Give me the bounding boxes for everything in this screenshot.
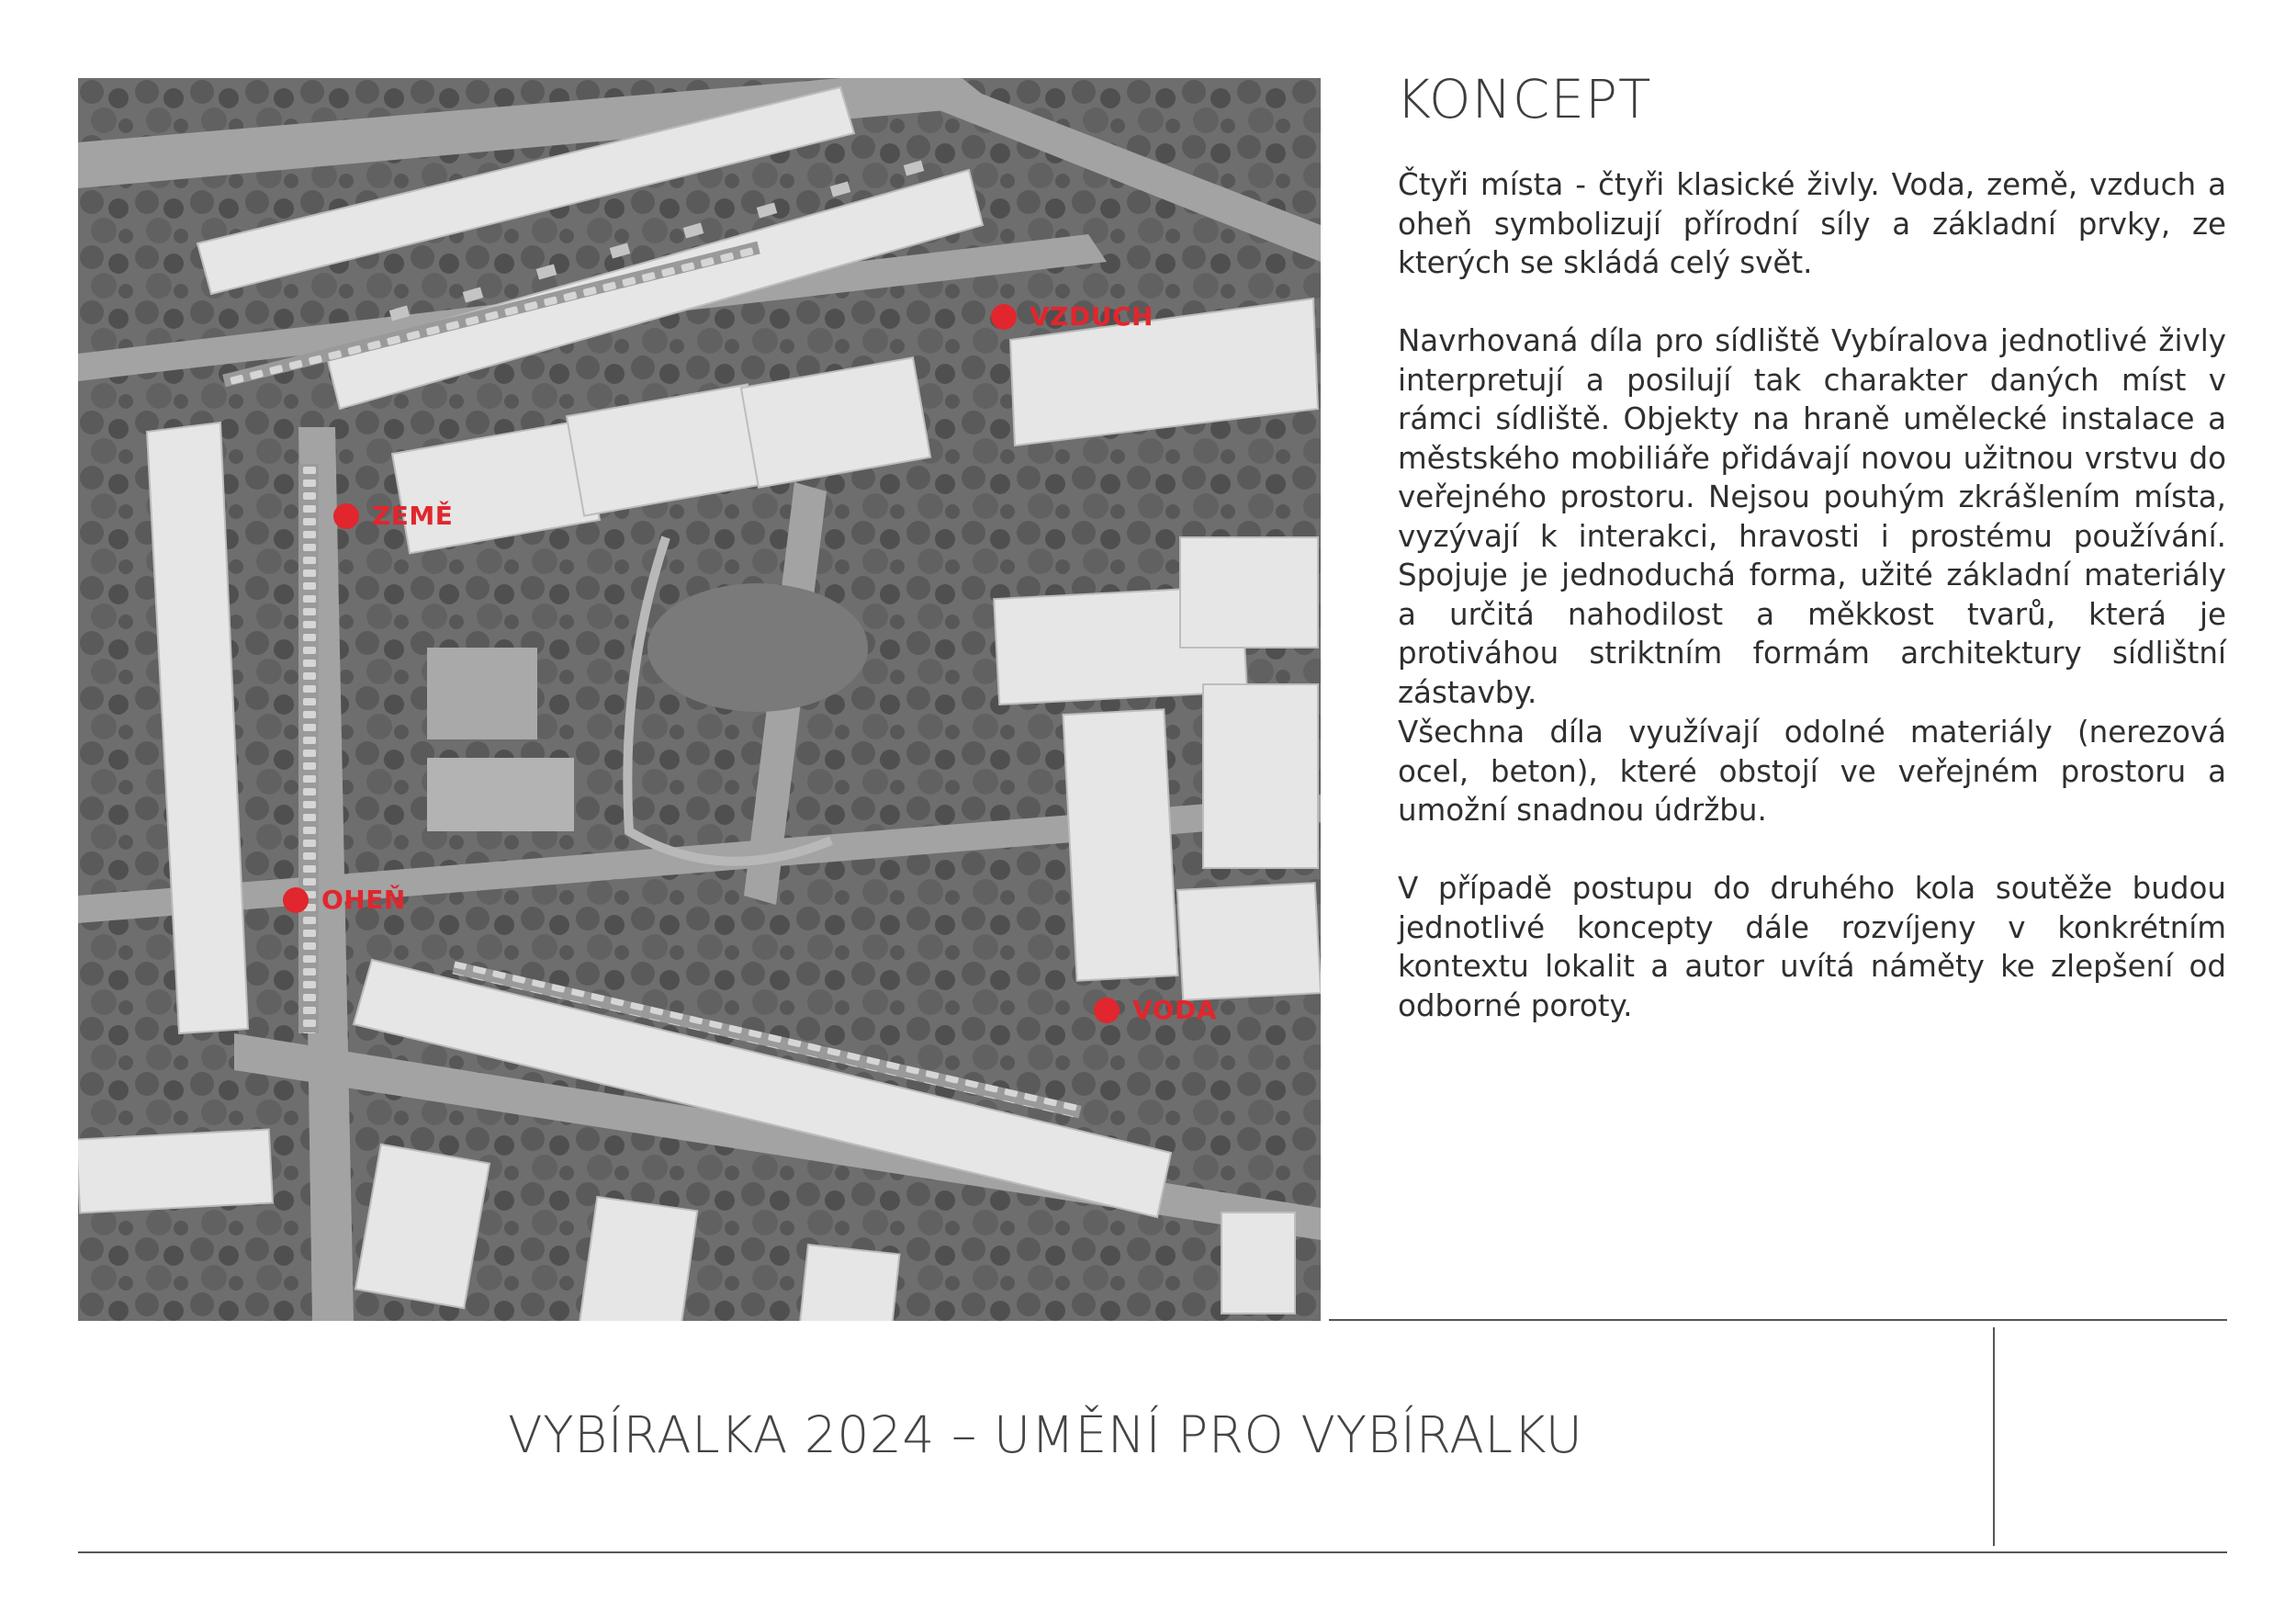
divider-line xyxy=(1329,1319,2227,1321)
marker-zeme[interactable] xyxy=(333,501,453,531)
concept-paragraph: V případě postupu do druhého kola soutěže budou jednotlivé koncepty dále rozvíjeny v konkrétním kontextu lokalit a autor uvítá náměty ke zlepšení od odborné poroty. xyxy=(1398,871,2226,1023)
marker-dot xyxy=(283,887,309,913)
marker-label: OHEŇ xyxy=(321,885,406,915)
divider-line-vertical xyxy=(1993,1327,1995,1546)
marker-dot xyxy=(333,503,359,529)
marker-voda[interactable] xyxy=(1094,995,1217,1025)
marker-dot xyxy=(991,304,1017,330)
concept-heading: KONCEPT xyxy=(1396,68,1652,130)
marker-label: VODA xyxy=(1132,995,1217,1025)
marker-label: VZDUCH xyxy=(1030,301,1154,332)
aerial-map xyxy=(78,78,1321,1321)
marker-vzduch[interactable] xyxy=(991,301,1154,332)
concept-paragraph: Všechna díla využívají odolné materiály (nerezová ocel, beton), které obstojí ve veřejném prostoru a umožní snadnou údržbu. xyxy=(1398,715,2226,828)
footer-title: VYBÍRALKA 2024 – UMĚNÍ PRO VYBÍRALKU xyxy=(508,1405,1583,1464)
divider-line-bottom xyxy=(78,1551,2227,1553)
marker-dot xyxy=(1094,998,1120,1023)
aerial-map-image xyxy=(78,78,1321,1321)
concept-paragraph: Čtyři místa - čtyři klasické živly. Voda, země, vzduch a oheň symbolizují přírodní síly a základní prvky, ze kterých se skládá celý svět. xyxy=(1398,167,2226,280)
marker-ohen[interactable] xyxy=(283,885,406,915)
concept-paragraph: Navrhovaná díla pro sídliště Vybíralova jednotlivé živly interpretují a posilují tak charakter daných míst v rámci sídliště. Objekty na hraně umělecké instalace a městského mobiliáře přidávají novou užitnou vrstvu do veřejného prostoru. Nejsou pouhým zkrášlením místa, vyzývají k interakci, hravosti i prostému používání. Spojuje je jednoduchá forma, užité základní materiály a určitá nahodilost a měkkost tvarů, která je protiváhou striktním formám architektury sídlištní zástavby. xyxy=(1398,323,2226,710)
marker-label: ZEMĚ xyxy=(372,501,454,531)
